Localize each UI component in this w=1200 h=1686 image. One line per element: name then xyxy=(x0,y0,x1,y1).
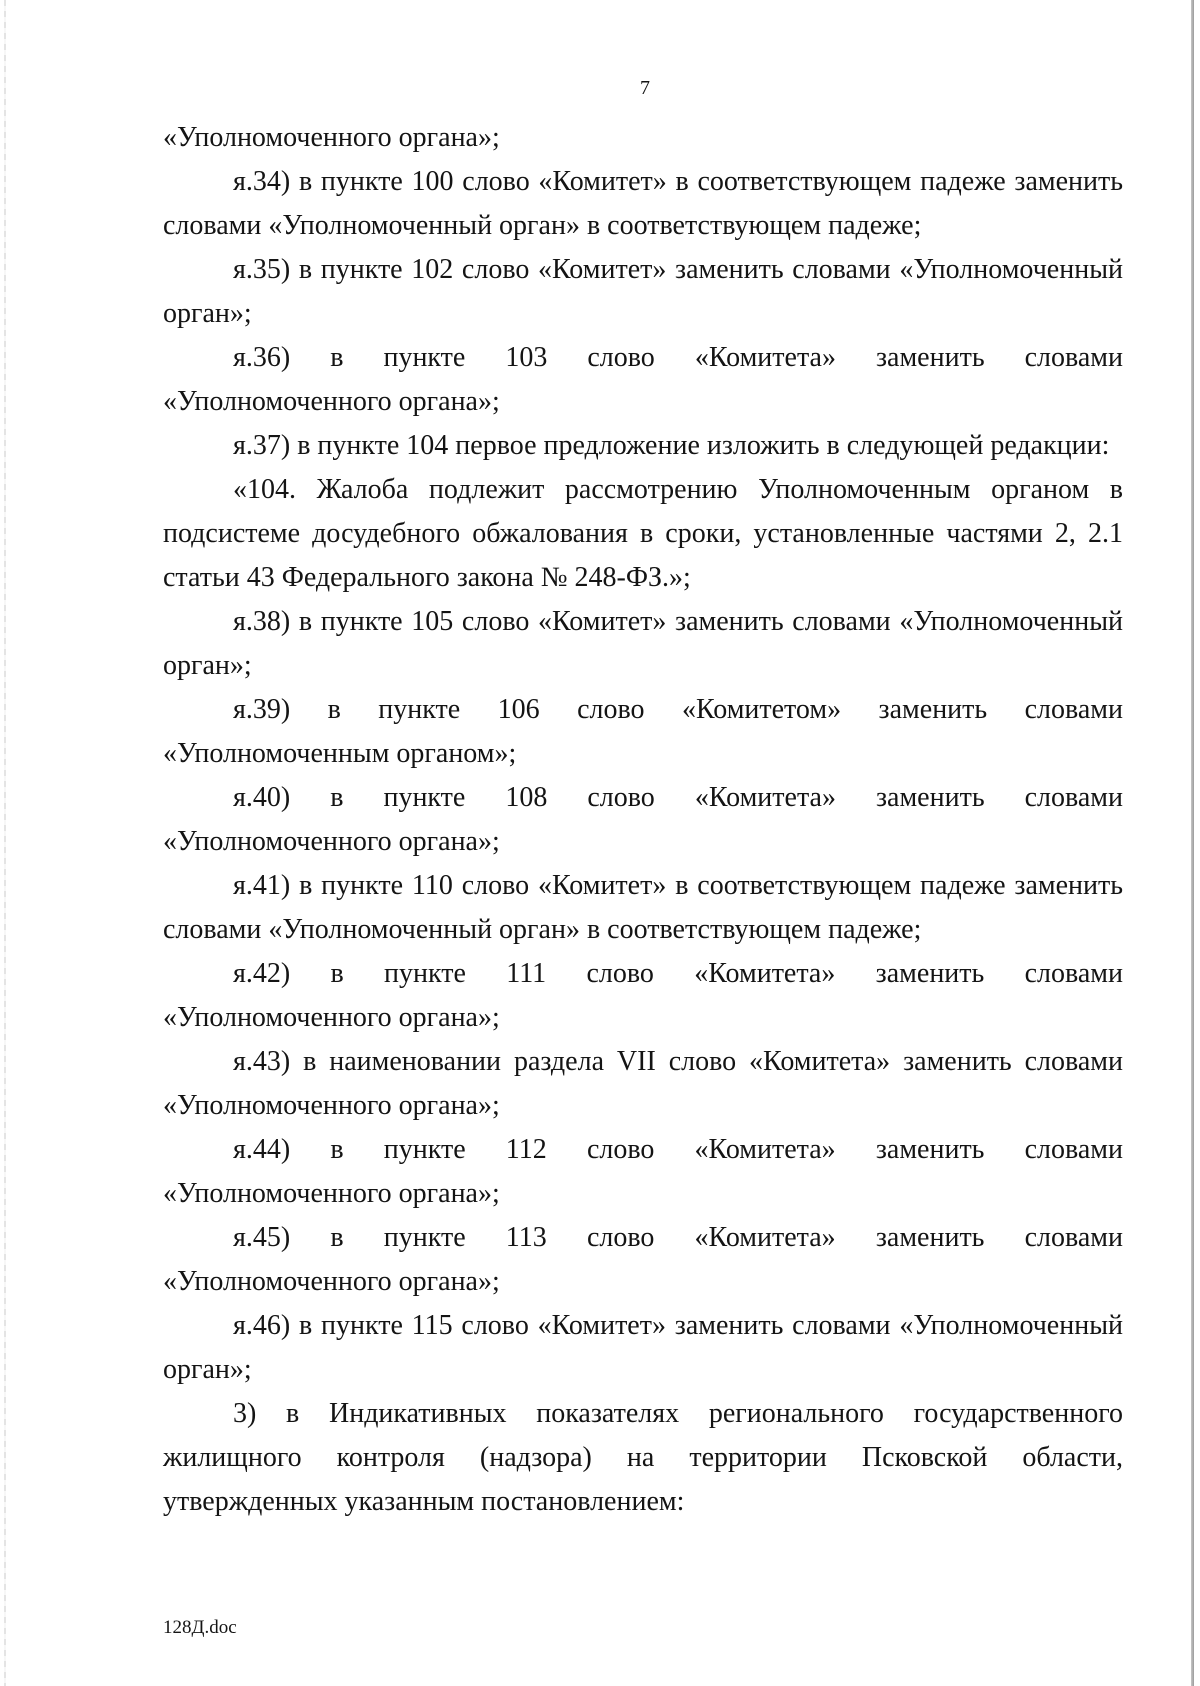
paragraph: я.40) в пункте 108 слово «Комитета» заменить словами «Уполномоченного органа»; xyxy=(163,782,1123,857)
paragraph: 3) в Индикативных показателях регионального государственного жилищного контроля (надзора) на территории Псковской области, утвержденных указанным постановлением: xyxy=(163,1398,1123,1517)
scan-edge-right xyxy=(1191,0,1194,1686)
paragraph: я.46) в пункте 115 слово «Комитет» заменить словами «Уполномоченный орган»; xyxy=(163,1310,1123,1385)
paragraph: я.41) в пункте 110 слово «Комитет» в соответствующем падеже заменить словами «Уполномоченный орган» в соответствующем падеже; xyxy=(163,870,1123,945)
paragraph: я.44) в пункте 112 слово «Комитета» заменить словами «Уполномоченного органа»; xyxy=(163,1134,1123,1209)
footer-filename: 128Д.doc xyxy=(163,1617,237,1638)
paragraph: я.36) в пункте 103 слово «Комитета» заменить словами «Уполномоченного органа»; xyxy=(163,342,1123,417)
paragraph: «Уполномоченного органа»; xyxy=(163,122,500,153)
document-body xyxy=(163,116,1123,1524)
paragraph: я.43) в наименовании раздела VII слово «Комитета» заменить словами «Уполномоченного органа»; xyxy=(163,1046,1123,1121)
quoted-paragraph: «104. Жалоба подлежит рассмотрению Уполномоченным органом в подсистеме досудебного обжалования в сроки, установленные частями 2, 2.1 статьи 43 Федерального закона № 248-ФЗ.»; xyxy=(163,474,1123,593)
paragraph: я.34) в пункте 100 слово «Комитет» в соответствующем падеже заменить словами «Уполномоченный орган» в соответствующем падеже; xyxy=(163,166,1123,241)
paragraph: я.38) в пункте 105 слово «Комитет» заменить словами «Уполномоченный орган»; xyxy=(163,606,1123,681)
paragraph: я.37) в пункте 104 первое предложение изложить в следующей редакции: xyxy=(233,430,1110,461)
paragraph: я.39) в пункте 106 слово «Комитетом» заменить словами «Уполномоченным органом»; xyxy=(163,694,1123,769)
scan-edge-left xyxy=(4,0,6,1686)
paragraph: я.42) в пункте 111 слово «Комитета» заменить словами «Уполномоченного органа»; xyxy=(163,958,1123,1033)
paragraph: я.35) в пункте 102 слово «Комитет» заменить словами «Уполномоченный орган»; xyxy=(163,254,1123,329)
page-number: 7 xyxy=(640,77,650,99)
paragraph: я.45) в пункте 113 слово «Комитета» заменить словами «Уполномоченного органа»; xyxy=(163,1222,1123,1297)
